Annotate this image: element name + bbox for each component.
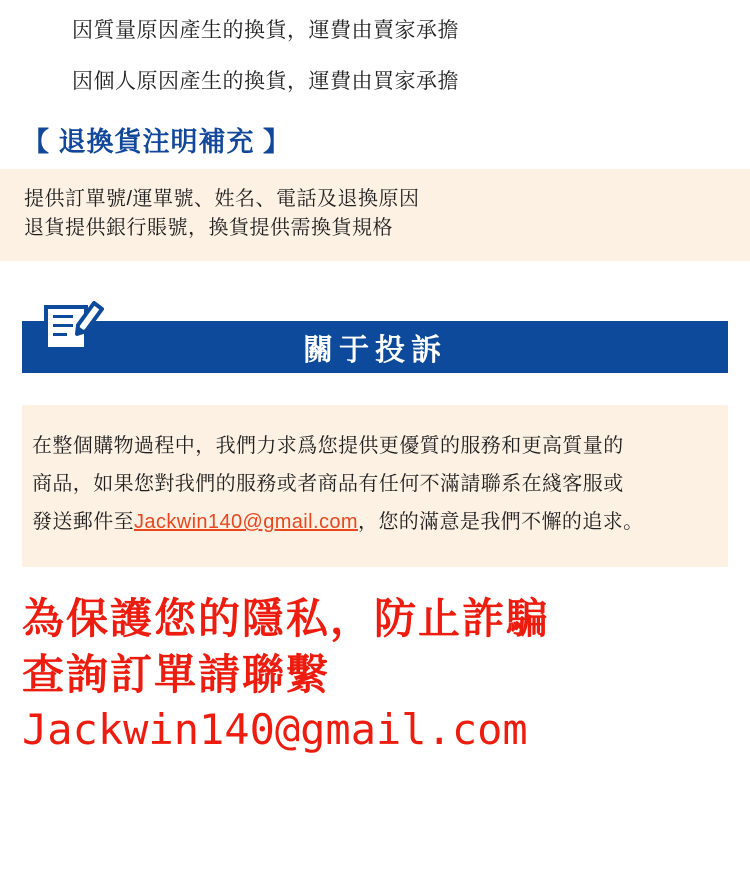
note-line: 退貨提供銀行賬號，換貨提供需換貨規格 — [24, 217, 393, 240]
warning-email[interactable]: Jackwin140@gmail.com — [22, 705, 528, 755]
complaint-body-line-with-email — [32, 503, 712, 541]
note-section-heading: 【 退換貨注明補充 】 — [22, 127, 292, 158]
complaint-body-line: 商品，如果您對我們的服務或者商品有任何不滿請聯系在綫客服或 — [32, 473, 624, 496]
pencil-note-icon — [42, 293, 104, 355]
policy-line: 因個人原因產生的換貨，運費由買家承擔 — [72, 70, 459, 94]
complaint-banner-title: 關于投訴 — [303, 334, 447, 368]
complaint-body-prefix: 發送郵件至 — [32, 511, 134, 534]
complaint-body-line: 在整個購物過程中，我們力求爲您提供更優質的服務和更高質量的 — [32, 435, 624, 458]
complaint-banner — [22, 321, 728, 373]
policy-line: 因質量原因產生的換貨，運費由賣家承擔 — [72, 19, 459, 42]
support-email-link[interactable]: Jackwin140@gmail.com — [134, 511, 358, 534]
return-policy-section — [0, 0, 750, 94]
warning-line: 為保護您的隱私，防止詐騙 — [22, 595, 551, 643]
complaint-banner-wrap — [0, 321, 750, 379]
complaint-body-box — [22, 405, 728, 567]
note-box — [0, 169, 750, 261]
privacy-warning-block — [0, 591, 750, 757]
note-line: 提供訂單號/運單號、姓名、電話及退換原因 — [24, 188, 420, 211]
warning-line: 查詢訂單請聯繫 — [22, 650, 331, 698]
complaint-body-suffix: ，您的滿意是我們不懈的追求。 — [357, 511, 644, 534]
